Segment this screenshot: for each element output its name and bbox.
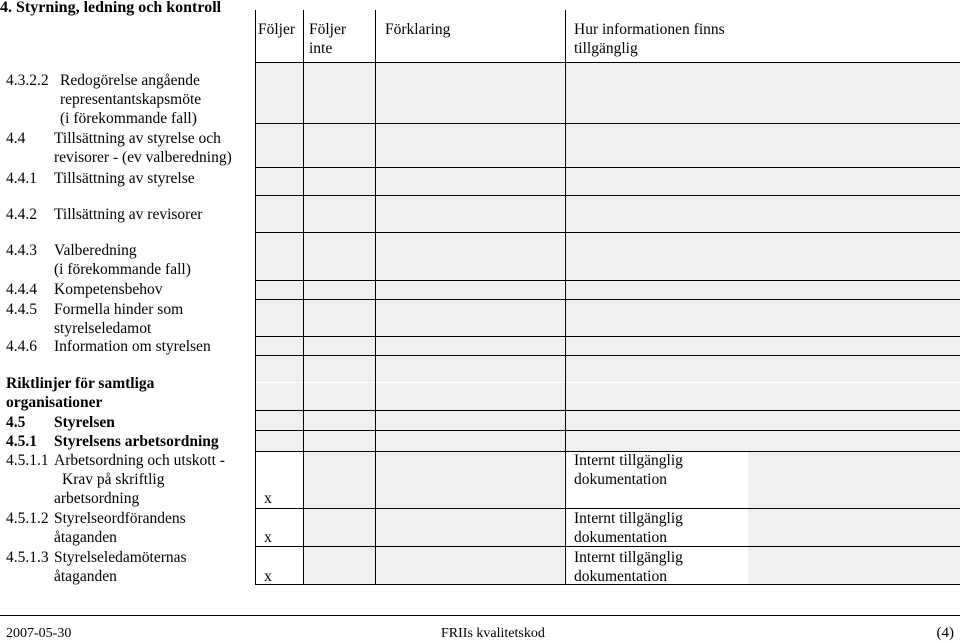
row-label-line: Tillsättning av revisorer bbox=[54, 206, 203, 223]
header-foljer-inte-line1: Följer bbox=[309, 21, 347, 38]
header-foljer-inte bbox=[309, 20, 346, 58]
row-label-line: Riktlinjer för samtliga bbox=[6, 375, 155, 392]
availability-line: Internt tillgänglig bbox=[574, 452, 683, 469]
row-number: 4.4.4 bbox=[6, 281, 37, 298]
availability-line: Internt tillgänglig bbox=[574, 549, 683, 566]
row-number: 4.4 bbox=[6, 130, 26, 147]
row-label-line: Tillsättning av styrelse bbox=[54, 170, 195, 187]
row-label-line: Krav på skriftlig bbox=[62, 471, 165, 488]
row-label bbox=[54, 241, 191, 279]
row-label-line: Styrelseledamöternas bbox=[54, 549, 187, 566]
row-label-line: styrelseledamot bbox=[54, 320, 152, 337]
section-title: 4. Styrning, ledning och kontroll bbox=[0, 0, 222, 16]
row-number: 4.5.1.3 bbox=[6, 549, 49, 566]
availability-line: dokumentation bbox=[574, 529, 667, 546]
row-label bbox=[54, 413, 115, 432]
row-number: 4.5 bbox=[6, 414, 26, 431]
availability-line: dokumentation bbox=[574, 471, 667, 488]
row-number: 4.5.1 bbox=[6, 433, 37, 450]
row-number: 4.4.6 bbox=[6, 338, 37, 355]
row-label-line: representantskapsmöte bbox=[60, 91, 202, 108]
row-label-line: Styrelsen bbox=[54, 414, 115, 431]
row-label bbox=[54, 432, 219, 451]
row-label-line: Formella hinder som bbox=[54, 301, 184, 318]
row-label-line: åtaganden bbox=[54, 568, 117, 585]
row-label-line: Information om styrelsen bbox=[54, 338, 211, 355]
row-label bbox=[54, 129, 232, 167]
header-hur-line2: tillgänglig bbox=[574, 40, 638, 57]
row-label-line: (i förekommande fall) bbox=[54, 261, 191, 278]
header-foljer-inte-line2: inte bbox=[309, 40, 333, 57]
row-label bbox=[54, 509, 186, 547]
footer-rule bbox=[0, 615, 960, 616]
section-heading bbox=[6, 374, 154, 412]
row-label bbox=[54, 205, 202, 224]
row-label bbox=[54, 548, 187, 586]
row-label-line: (i förekommande fall) bbox=[60, 110, 197, 127]
row-label-line: Valberedning bbox=[54, 242, 137, 259]
row-label-line: åtaganden bbox=[54, 529, 117, 546]
row-label-line: arbetsordning bbox=[54, 490, 140, 507]
compliance-mark: x bbox=[264, 568, 272, 585]
row-label bbox=[60, 71, 201, 128]
row-label-line: organisationer bbox=[6, 394, 103, 411]
row-number: 4.4.5 bbox=[6, 301, 37, 318]
row-label-line: Kompetensbehov bbox=[54, 281, 163, 298]
row-number: 4.4.1 bbox=[6, 170, 37, 187]
row-label bbox=[54, 300, 183, 338]
header-hur bbox=[574, 20, 725, 58]
availability-text bbox=[574, 548, 683, 586]
footer-page-number: (4) bbox=[936, 625, 954, 641]
row-label bbox=[54, 451, 225, 508]
availability-text bbox=[574, 509, 683, 547]
availability-line: Internt tillgänglig bbox=[574, 510, 683, 527]
row-label-line: Styrelsens arbetsordning bbox=[54, 433, 219, 450]
row-label-line: Styrelseordförandens bbox=[54, 510, 186, 527]
availability-text bbox=[574, 451, 683, 489]
compliance-mark: x bbox=[264, 529, 272, 546]
header-foljer: Följer bbox=[258, 21, 296, 38]
compliance-mark: x bbox=[264, 490, 272, 507]
row-number: 4.4.3 bbox=[6, 242, 37, 259]
row-label bbox=[54, 337, 211, 356]
footer-title: FRIIs kvalitetskod bbox=[441, 626, 545, 641]
row-label bbox=[54, 280, 162, 299]
row-label-line: Tillsättning av styrelse och bbox=[54, 130, 221, 147]
row-number: 4.5.1.1 bbox=[6, 452, 49, 469]
availability-line: dokumentation bbox=[574, 568, 667, 585]
header-forklaring: Förklaring bbox=[385, 21, 451, 38]
row-label-line: Redogörelse angående bbox=[60, 72, 200, 89]
header-hur-line1: Hur informationen finns bbox=[574, 21, 725, 38]
row-label bbox=[54, 169, 195, 188]
row-label-line: revisorer - (ev valberedning) bbox=[54, 149, 232, 166]
row-number: 4.5.1.2 bbox=[6, 510, 49, 527]
footer-date: 2007-05-30 bbox=[6, 626, 72, 641]
row-number: 4.3.2.2 bbox=[6, 72, 49, 89]
row-label-line: Arbetsordning och utskott - bbox=[54, 452, 225, 469]
row-number: 4.4.2 bbox=[6, 206, 37, 223]
